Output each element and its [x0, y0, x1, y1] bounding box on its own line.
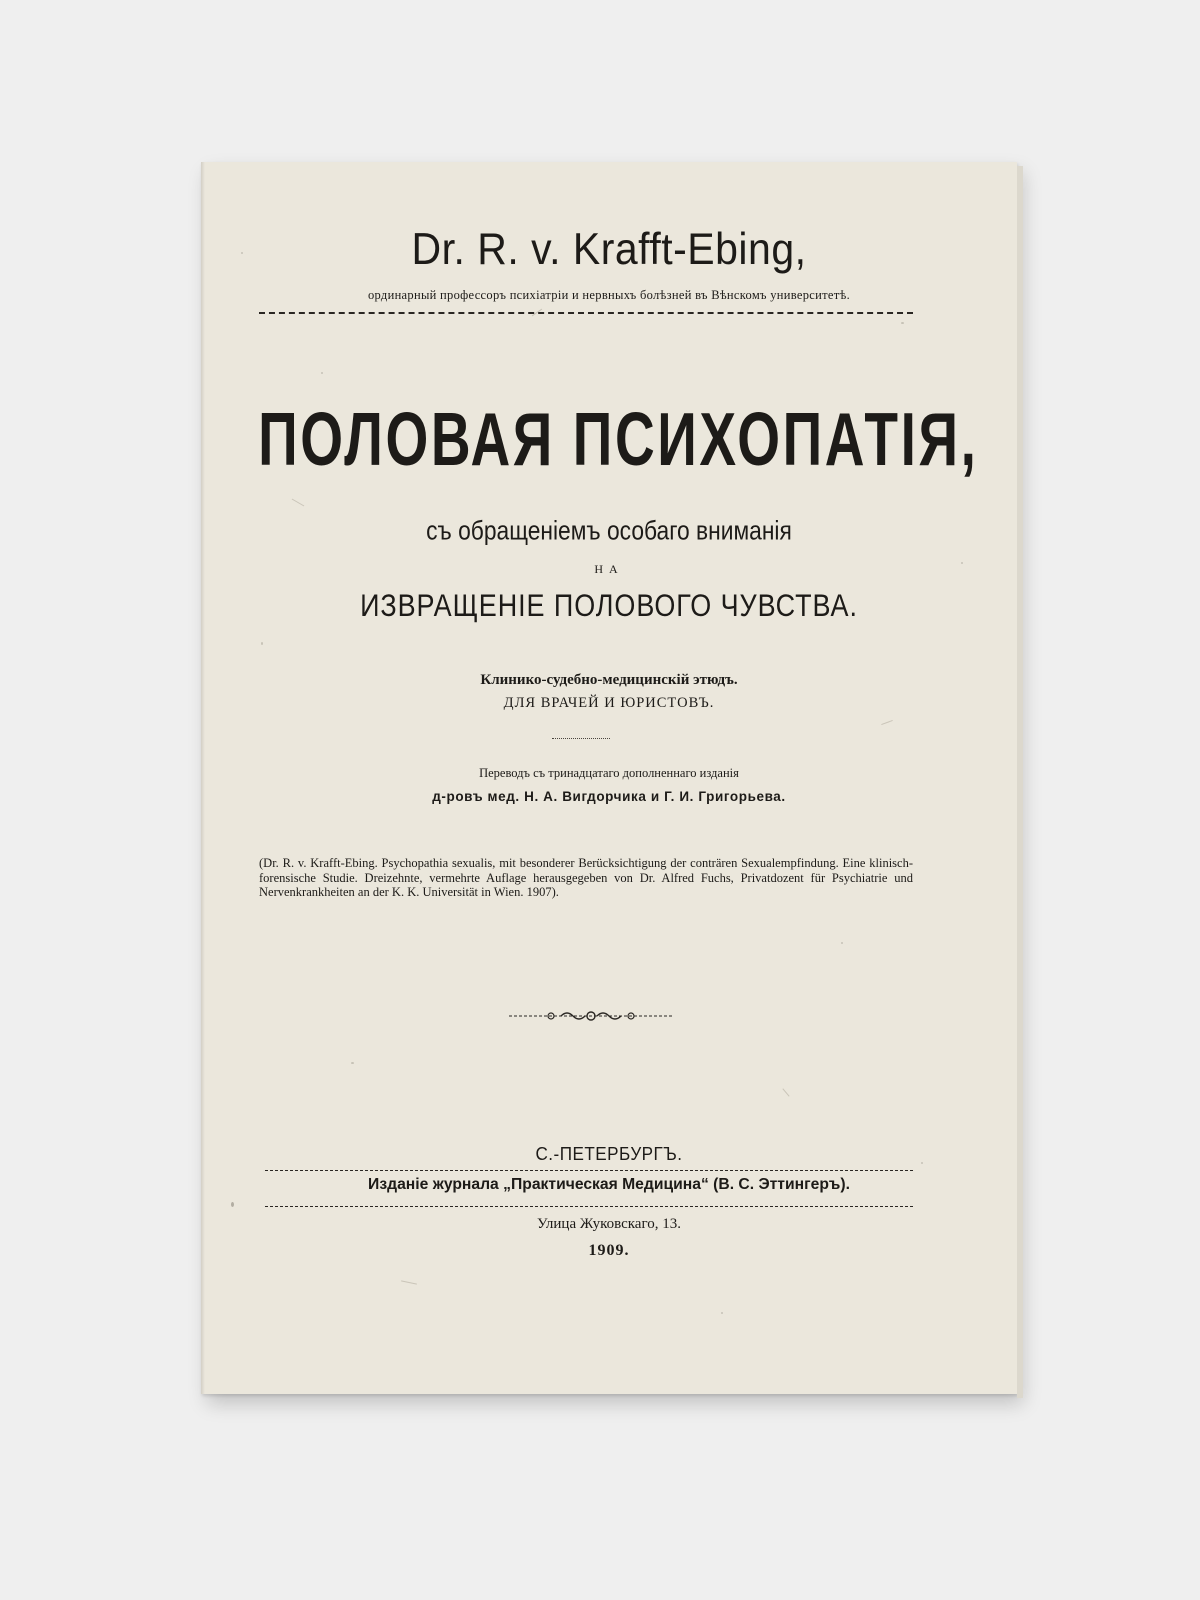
publication-year: 1909.: [588, 1242, 630, 1259]
publisher-rule-bottom: [265, 1206, 913, 1207]
subtitle-line-1: съ обращеніемъ особаго вниманія: [426, 516, 792, 547]
ornament-divider: [509, 1008, 673, 1024]
genre-line: Клинико-судебно-медицинскій этюдъ.: [480, 672, 738, 688]
author-position: ординарный профессоръ психіатріи и нервныхъ болѣзней въ Вѣнскомъ университетѣ.: [367, 288, 851, 302]
subtitle-connector: НА: [594, 562, 624, 576]
header-rule: [259, 312, 913, 314]
street-address: Улица Жуковскаго, 13.: [536, 1216, 681, 1232]
translation-note: Переводъ съ тринадцатаго дополненнаго изданія: [479, 766, 739, 780]
translators: д-ровъ мед. Н. А. Вигдорчика и Г. И. Григорьева.: [432, 789, 786, 804]
book-cover: [201, 162, 1017, 1394]
author-name: Dr. R. v. Krafft-Ebing,: [411, 224, 807, 274]
audience-line: ДЛЯ ВРАЧЕЙ И ЮРИСТОВЪ.: [503, 695, 715, 711]
publisher-rule-top: [265, 1170, 913, 1171]
publisher: Изданіе журнала „Практическая Медицина“ (В. С. Эттингеръ).: [368, 1176, 850, 1193]
small-divider: [552, 738, 610, 739]
original-title-note: (Dr. R. v. Krafft-Ebing. Psychopathia sexualis, mit besonderer Berücksichtigung der conträren Sexualempfindung. Eine klinisch-forensische Studie. Dreizehnte, vermehrte Auflage herausgegeben von Dr. Alfred Fuchs, Privatdozent für Psychiatrie und Nervenkrankheiten an der K. K. Universität in Wien. 1907).: [259, 856, 913, 899]
city: С.-ПЕТЕРБУРГЪ.: [535, 1144, 683, 1164]
subtitle-line-2: ИЗВРАЩЕНІЕ ПОЛОВОГО ЧУВСТВА.: [360, 588, 858, 624]
book-title: ПОЛОВАЯ ПСИХОПАТІЯ,: [258, 396, 979, 482]
